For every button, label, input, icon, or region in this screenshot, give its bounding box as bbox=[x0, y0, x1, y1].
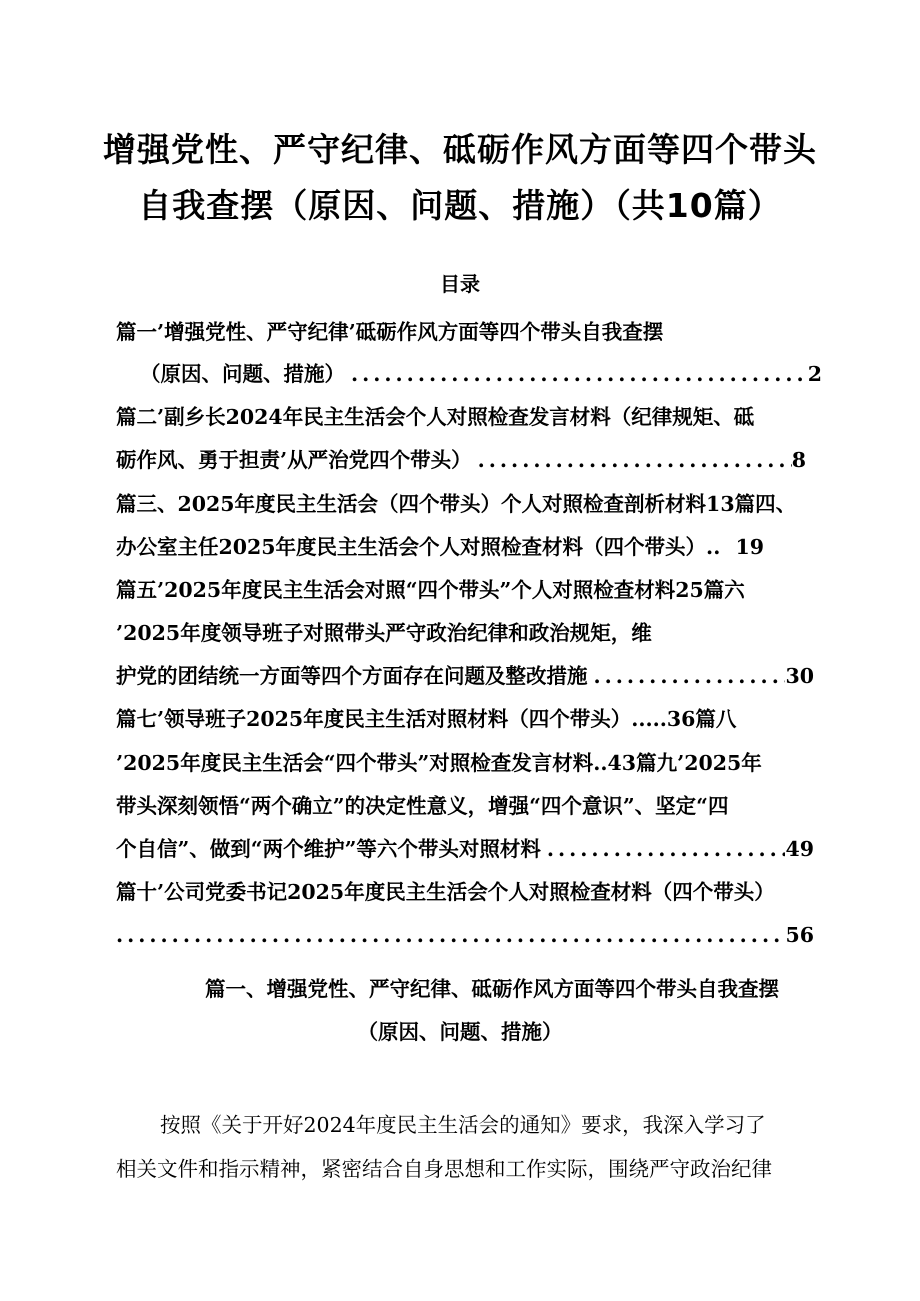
toc-entry-6-line-2[interactable] bbox=[116, 662, 814, 690]
toc-entry-9-line-2[interactable] bbox=[116, 835, 814, 863]
toc-entry-4-line-1[interactable] bbox=[116, 533, 764, 561]
toc-entry-text: 篇十’公司党委书记2025年度民主生活会个人对照检查材料（四个带头） bbox=[116, 880, 775, 904]
toc-dot-leader bbox=[541, 835, 786, 863]
toc-entry-text: （原因、问题、措施） bbox=[140, 362, 345, 386]
body-paragraph-line-1: 按照《关于开好2024年度民主生活会的通知》要求，我深入学习了 bbox=[160, 1113, 766, 1137]
toc-entry-2-line-1[interactable] bbox=[116, 403, 754, 431]
toc-entry-9-line-1[interactable] bbox=[116, 792, 728, 820]
toc-dot-leader bbox=[588, 662, 786, 690]
toc-entry-text: ’2025年度领导班子对照带头严守政治纪律和政治规矩，维 bbox=[116, 621, 652, 645]
toc-entry-6-line-1[interactable] bbox=[116, 619, 652, 647]
toc-entry-text: 篇三、2025年度民主生活会（四个带头）个人对照检查剖析材料13篇四、 bbox=[116, 492, 797, 516]
section-title-line-1: 篇一、增强党性、严守纪律、砥砺作风方面等四个带头自我查摆 bbox=[205, 977, 779, 1001]
toc-page-number: 8 bbox=[791, 448, 806, 472]
toc-page-number: 56 bbox=[785, 923, 814, 947]
toc-entry-text: 篇五’2025年度民主生活会对照“四个带头”个人对照检查材料25篇六 bbox=[116, 578, 745, 602]
toc-entry-5-line-1[interactable] bbox=[116, 576, 745, 604]
toc-page-number: 30 bbox=[785, 664, 814, 688]
toc-dot-leader bbox=[116, 921, 785, 949]
toc-entry-2-line-2[interactable] bbox=[116, 446, 806, 474]
toc-entry-text: 带头深刻领悟“两个确立”的决定性意义，增强“四个意识”、坚定“四 bbox=[116, 794, 729, 818]
toc-entry-text: 篇七’领导班子2025年度民主生活对照材料（四个带头）.....36篇八 bbox=[116, 707, 737, 731]
body-paragraph-line-2: 相关文件和指示精神，紧密结合自身思想和工作实际，围绕严守政治纪律 bbox=[116, 1157, 772, 1181]
title-line-2: 自我查摆（原因、问题、措施）（共10篇） bbox=[138, 186, 782, 225]
toc-heading: 目录 bbox=[440, 272, 480, 296]
toc-entry-1-line-1[interactable] bbox=[116, 318, 663, 346]
toc-page-number: 49 bbox=[785, 837, 814, 861]
toc-entry-text: 护党的团结统一方面等四个方面存在问题及整改措施 bbox=[116, 664, 588, 688]
title-line-1: 增强党性、严守纪律、砥砺作风方面等四个带头 bbox=[103, 130, 817, 169]
toc-page-number: 19 bbox=[735, 535, 764, 559]
toc-entry-8-line-1[interactable] bbox=[116, 749, 762, 777]
toc-page-number: 2 bbox=[807, 362, 822, 386]
toc-entry-1-line-2[interactable] bbox=[140, 360, 822, 388]
toc-entry-text: 办公室主任2025年度民主生活会个人对照检查材料（四个带头）.. bbox=[116, 535, 721, 559]
toc-dot-leader bbox=[472, 446, 792, 474]
toc-entry-7-line-1[interactable] bbox=[116, 705, 736, 733]
toc-entry-text: 篇二’副乡长2024年民主生活会个人对照检查发言材料（纪律规矩、砥 bbox=[116, 405, 755, 429]
toc-entry-text: 个自信”、做到“两个维护”等六个带头对照材料 bbox=[116, 837, 541, 861]
section-title-line-2: （原因、问题、措施） bbox=[357, 1020, 563, 1044]
toc-entry-text: 篇一’增强党性、严守纪律’砥砺作风方面等四个带头自我查摆 bbox=[116, 320, 664, 344]
toc-entry-text: 砺作风、勇于担责’从严治党四个带头） bbox=[116, 448, 472, 472]
toc-dot-leader bbox=[345, 360, 808, 388]
toc-entry-text: ’2025年度民主生活会“四个带头”对照检查发言材料..43篇九’2025年 bbox=[116, 751, 762, 775]
toc-entry-3-line-1[interactable] bbox=[116, 490, 796, 518]
toc-entry-10-line-2[interactable] bbox=[116, 921, 814, 949]
toc-entry-10-line-1[interactable] bbox=[116, 878, 775, 906]
